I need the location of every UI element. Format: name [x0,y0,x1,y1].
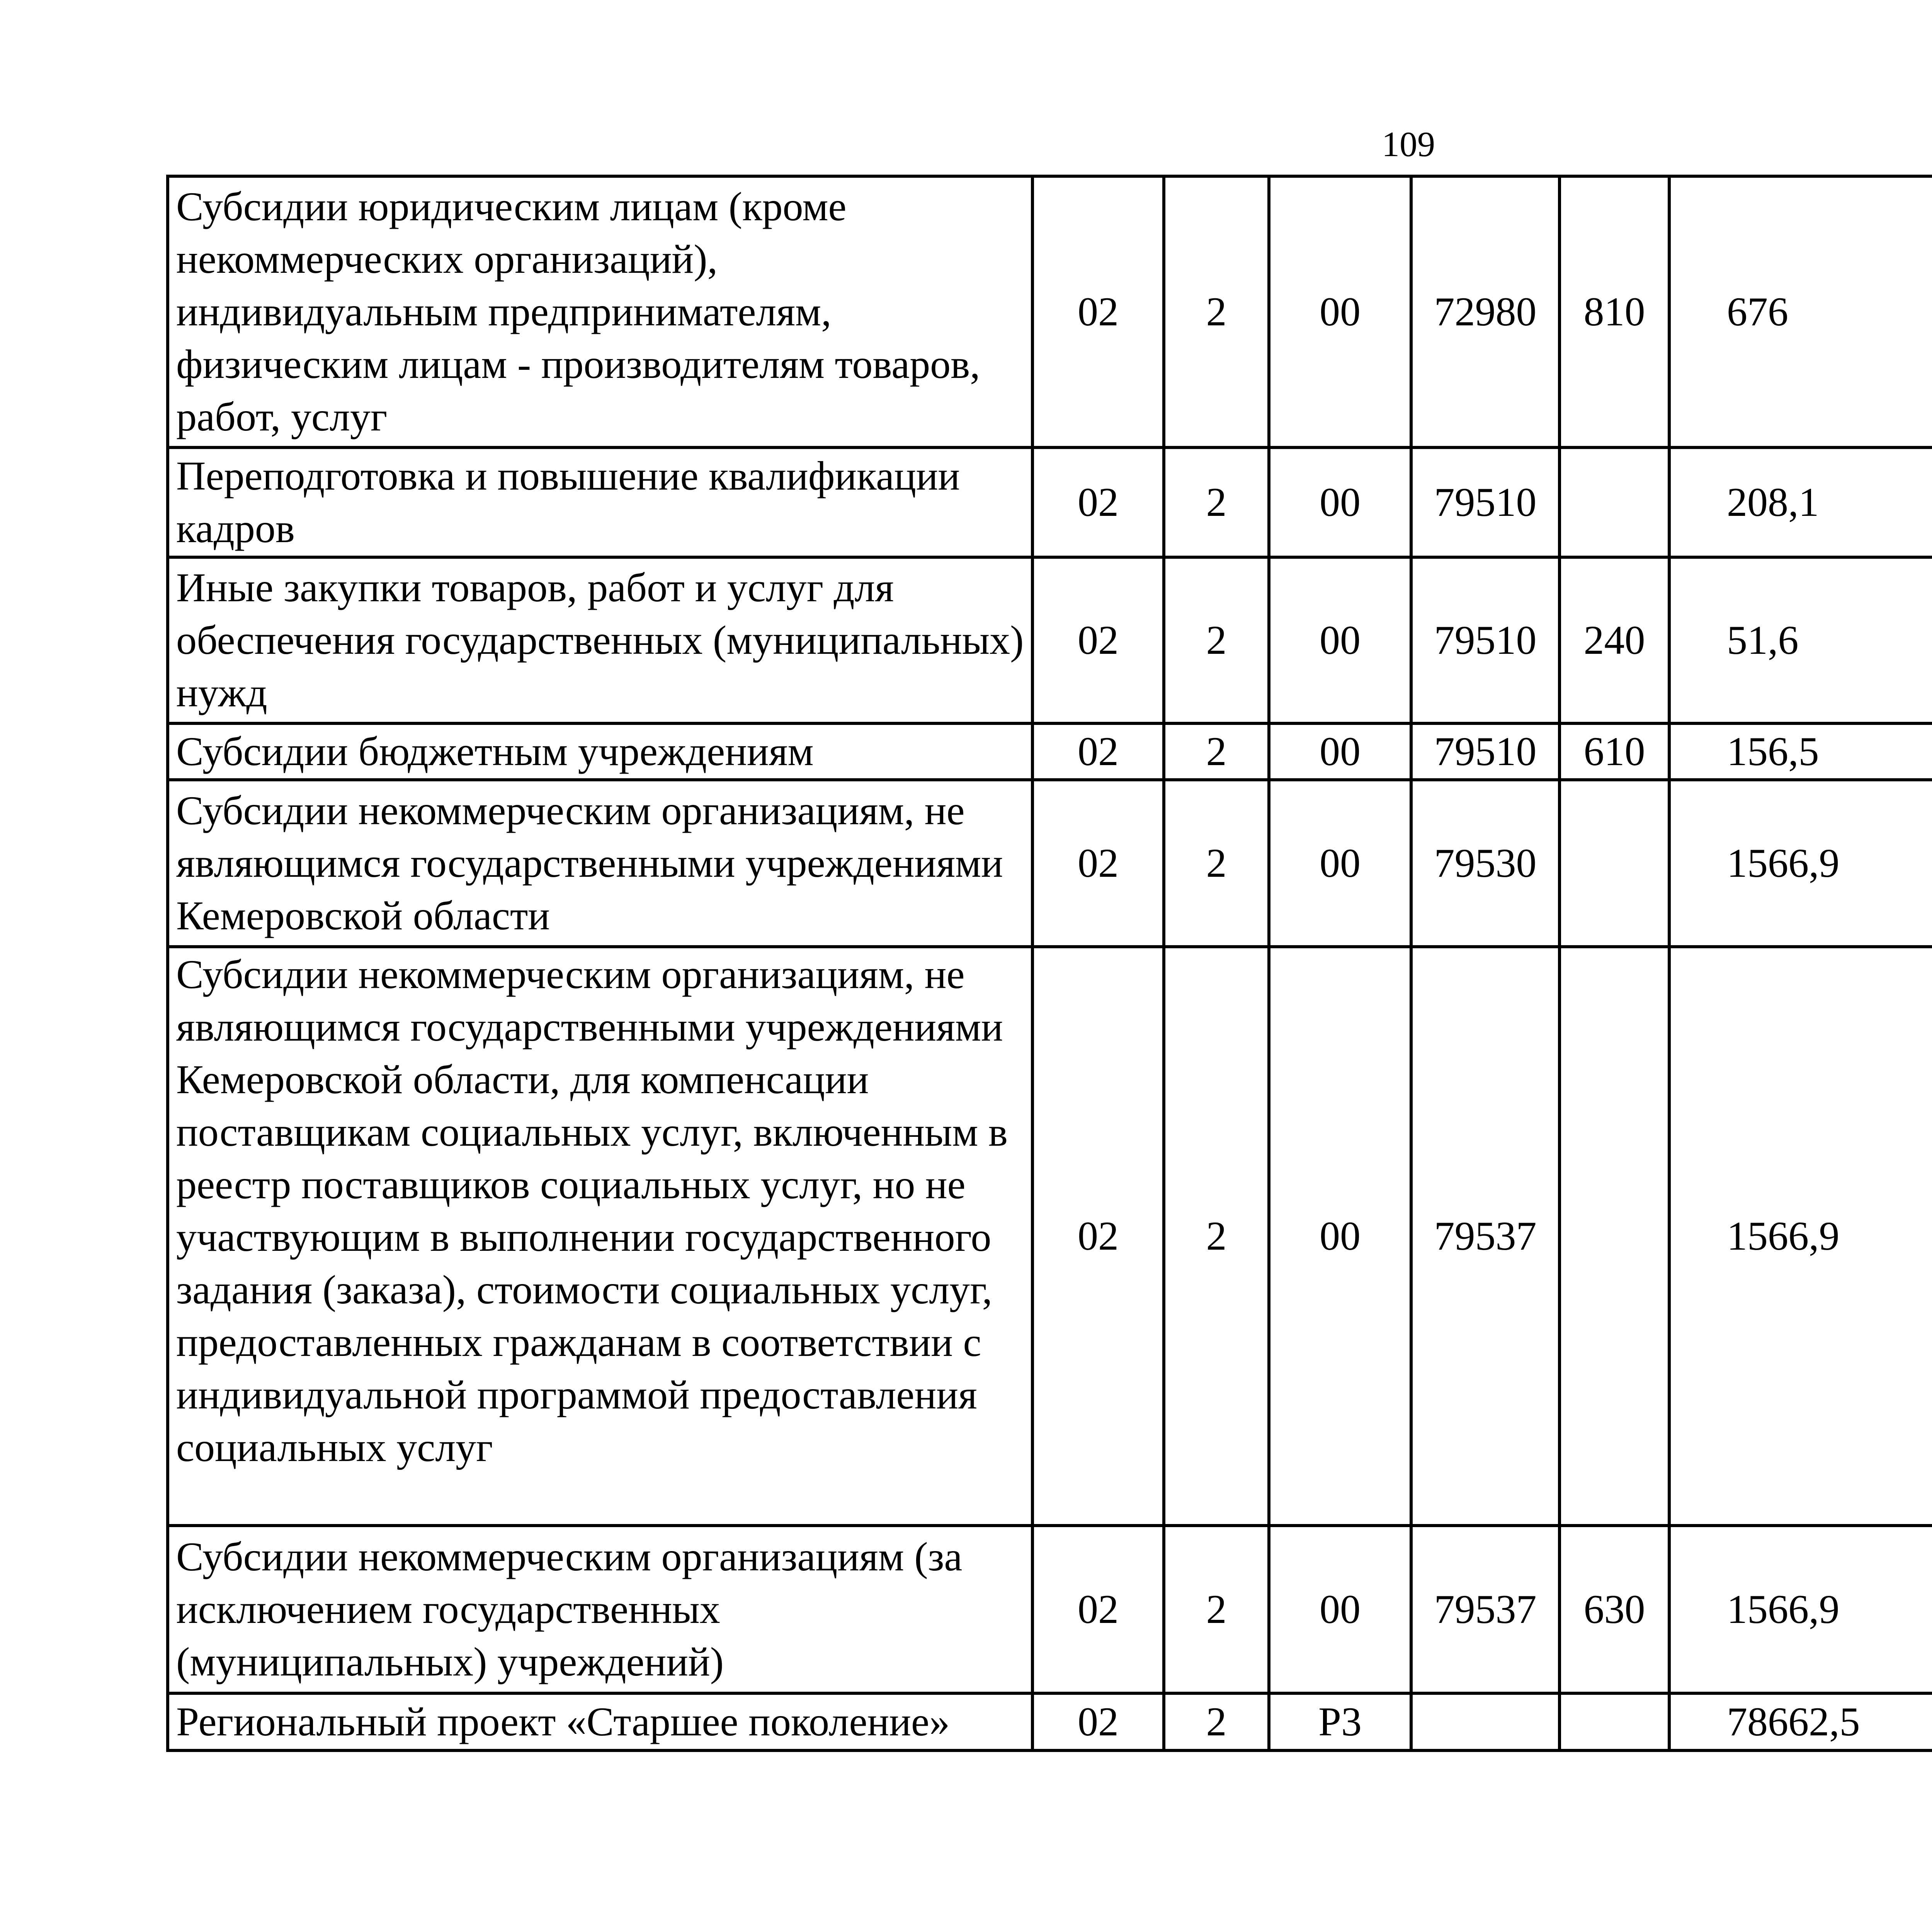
subprogram-code: 00 [1269,447,1411,557]
subprogram-code: 00 [1269,1526,1411,1693]
program-code: 2 [1164,1526,1269,1693]
section-code: 02 [1032,723,1164,780]
budget-table [166,175,1932,1752]
amount-1: 156,5 [1669,723,1932,780]
item-code: 79530 [1411,780,1560,947]
table-row [168,176,1932,447]
row-name: Субсидии некоммерческим организациям, не являющимся государственными учреждениями Кемеровской области [168,780,1032,947]
item-code: 79510 [1411,557,1560,723]
program-code: 2 [1164,176,1269,447]
row-name: Субсидии бюджетным учреждениям [168,723,1032,780]
section-code: 02 [1032,447,1164,557]
subprogram-code: 00 [1269,557,1411,723]
section-code: 02 [1032,1693,1164,1750]
row-name: Субсидии некоммерческим организациям, не являющимся государственными учреждениями Кемеровской области, для компенсации поставщикам социальных услуг, включенным в реестр поставщиков социальных услуг, но не участвующим в выполнении государственного задания (заказа), стоимости социальных услуг, предоставленных гражданам в соответствии с индивидуальной программой предоставления социальных услуг [168,947,1032,1526]
expense-type-code: 810 [1560,176,1669,447]
program-code: 2 [1164,780,1269,947]
section-code: 02 [1032,176,1164,447]
item-code: 79537 [1411,947,1560,1526]
section-code: 02 [1032,780,1164,947]
amount-1: 208,1 [1669,447,1932,557]
section-code: 02 [1032,557,1164,723]
table-row [168,1693,1932,1750]
amount-1: 1566,9 [1669,947,1932,1526]
subprogram-code: 00 [1269,780,1411,947]
subprogram-code: 00 [1269,176,1411,447]
program-code: 2 [1164,557,1269,723]
subprogram-code: Р3 [1269,1693,1411,1750]
amount-1: 78662,5 [1669,1693,1932,1750]
program-code: 2 [1164,947,1269,1526]
expense-type-code [1560,1693,1669,1750]
section-code: 02 [1032,947,1164,1526]
amount-1: 1566,9 [1669,1526,1932,1693]
expense-type-code: 610 [1560,723,1669,780]
amount-1: 51,6 [1669,557,1932,723]
expense-type-code [1560,947,1669,1526]
table-row [168,557,1932,723]
row-name: Субсидии юридическим лицам (кроме некоммерческих организаций), индивидуальным предпринимателям, физическим лицам - производителям товаров, работ, услуг [168,176,1032,447]
item-code: 79510 [1411,447,1560,557]
item-code: 79537 [1411,1526,1560,1693]
amount-1: 676 [1669,176,1932,447]
table-row [168,447,1932,557]
expense-type-code [1560,447,1669,557]
expense-type-code [1560,780,1669,947]
program-code: 2 [1164,447,1269,557]
expense-type-code: 630 [1560,1526,1669,1693]
item-code [1411,1693,1560,1750]
table-row [168,1526,1932,1693]
page-number: 109 [1382,124,1435,164]
subprogram-code: 00 [1269,947,1411,1526]
item-code: 72980 [1411,176,1560,447]
program-code: 2 [1164,1693,1269,1750]
expense-type-code: 240 [1560,557,1669,723]
table-row [168,723,1932,780]
table-row [168,947,1932,1526]
row-name: Иные закупки товаров, работ и услуг для обеспечения государственных (муниципальных) нужд [168,557,1032,723]
table-row [168,780,1932,947]
row-name: Субсидии некоммерческим организациям (за исключением государственных (муниципальных) учреждений) [168,1526,1032,1693]
section-code: 02 [1032,1526,1164,1693]
row-name: Переподготовка и повышение квалификации кадров [168,447,1032,557]
amount-1: 1566,9 [1669,780,1932,947]
program-code: 2 [1164,723,1269,780]
row-name: Региональный проект «Старшее поколение» [168,1693,1032,1750]
item-code: 79510 [1411,723,1560,780]
subprogram-code: 00 [1269,723,1411,780]
